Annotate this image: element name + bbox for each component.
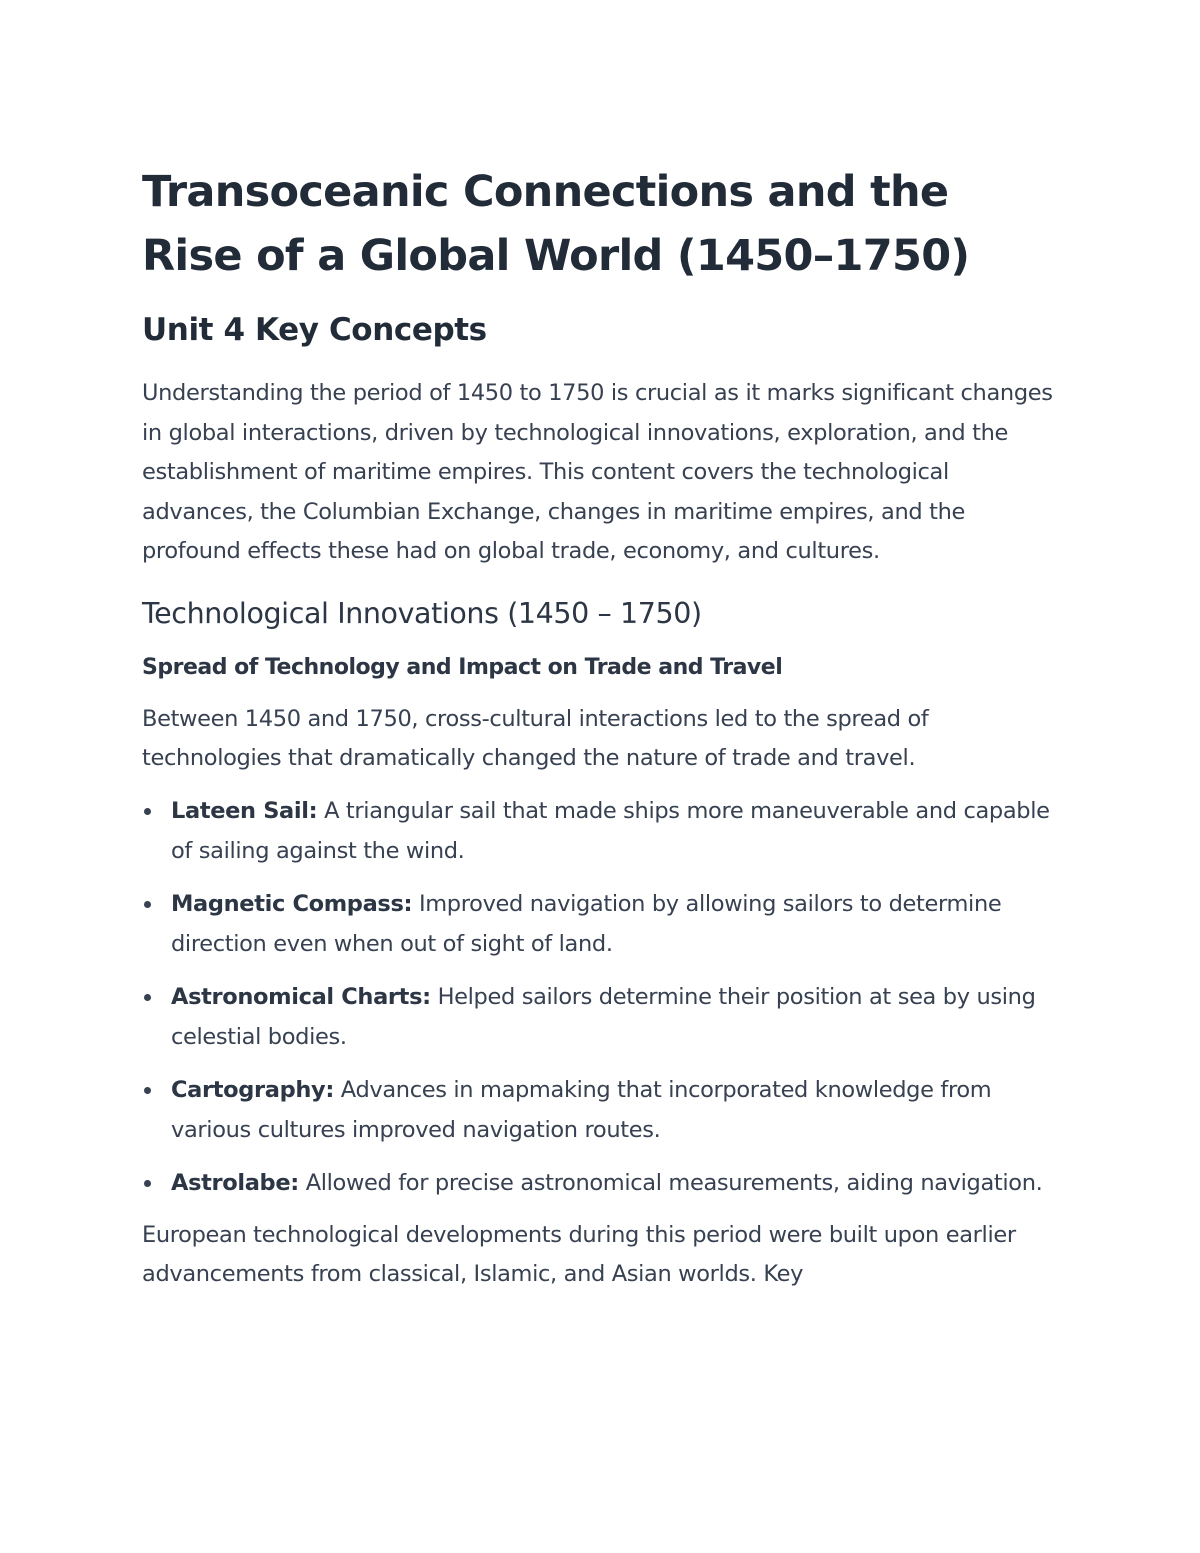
list-item-cartography [142, 1070, 1062, 1150]
section-subheading: Spread of Technology and Impact on Trade and Travel [142, 654, 783, 680]
list-item-lateen-sail [142, 791, 1062, 871]
item-description: Advances in mapmaking that incorporated knowledge from various cultures improved navigation routes. [171, 1076, 992, 1143]
document-title: Transoceanic Connections and the Rise of a Global World (1450–1750) [142, 167, 970, 281]
list-item-astronomical-charts [142, 977, 1062, 1057]
bullet-icon [144, 901, 151, 908]
bullet-icon [144, 808, 151, 815]
item-term: Lateen Sail: [171, 797, 318, 824]
list-item-magnetic-compass [142, 884, 1062, 964]
item-term: Magnetic Compass: [171, 890, 413, 917]
section-heading: Technological Innovations (1450 – 1750) [142, 596, 702, 630]
unit-heading: Unit 4 Key Concepts [142, 312, 487, 348]
item-term: Astrolabe: [171, 1169, 299, 1196]
item-description: Improved navigation by allowing sailors to determine direction even when out of sight of land. [171, 890, 1002, 957]
closing-paragraph: European technological developments during this period were built upon earlier advancements from classical, Islamic, and Asian worlds. Key [142, 1221, 1016, 1287]
list-item-astrolabe [142, 1163, 1062, 1203]
bullet-icon [144, 1087, 151, 1094]
item-term: Astronomical Charts: [171, 983, 431, 1010]
document-page [142, 160, 1062, 1295]
intro-paragraph: Understanding the period of 1450 to 1750 is crucial as it marks significant changes in global interactions, driven by technological innovations, exploration, and the establishment of maritime empires. This content covers the technological advances, the Columbian Exchange, changes in maritime empires, and the profound effects these had on global trade, economy, and cultures. [142, 380, 1053, 564]
item-term: Cartography: [171, 1076, 334, 1103]
bullet-icon [144, 1180, 151, 1187]
item-description: A triangular sail that made ships more maneuverable and capable of sailing against the wind. [171, 797, 1050, 864]
technology-list [142, 791, 1062, 1203]
section-paragraph: Between 1450 and 1750, cross-cultural interactions led to the spread of technologies that dramatically changed the nature of trade and travel. [142, 705, 929, 771]
item-description: Helped sailors determine their position at sea by using celestial bodies. [171, 983, 1036, 1050]
bullet-icon [144, 994, 151, 1001]
item-description: Allowed for precise astronomical measurements, aiding navigation. [298, 1169, 1043, 1196]
